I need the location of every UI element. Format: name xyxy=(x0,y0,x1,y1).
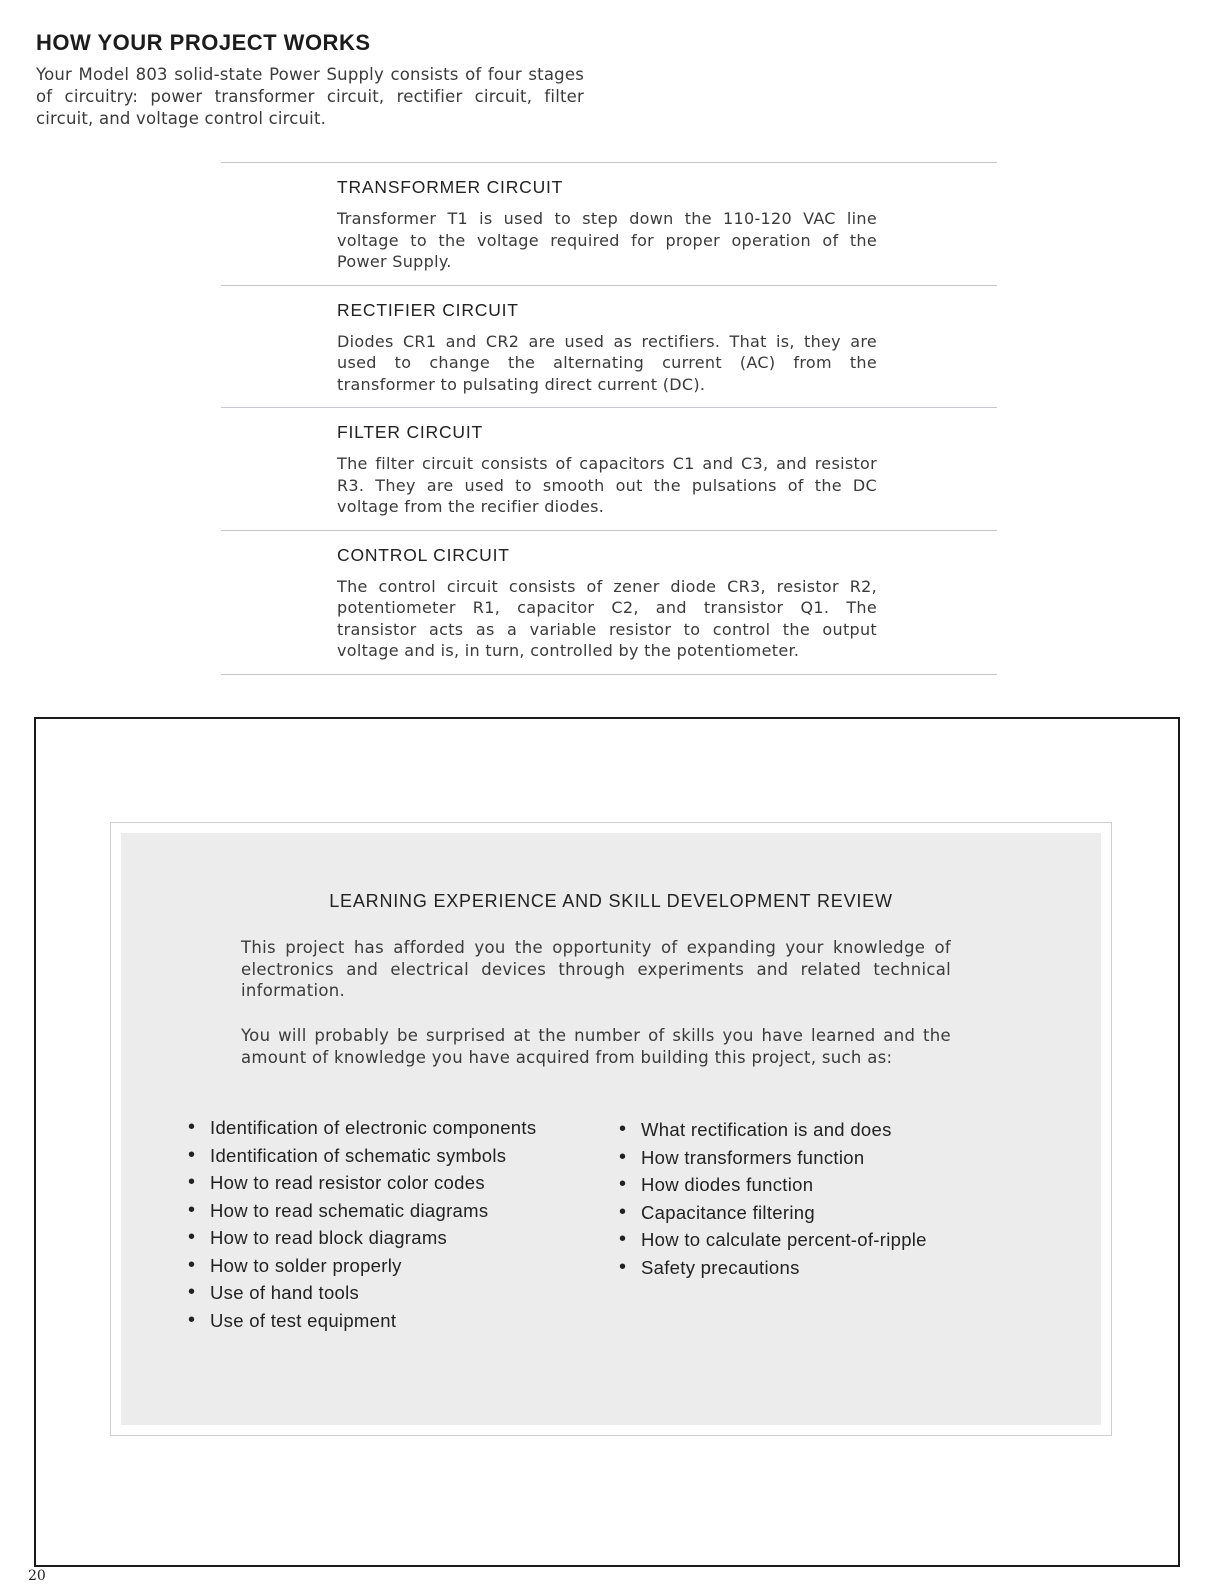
review-title: LEARNING EXPERIENCE AND SKILL DEVELOPMENT REVIEW xyxy=(329,891,893,911)
skills-list-left xyxy=(188,1117,608,1337)
section-heading: CONTROL CIRCUIT xyxy=(337,544,510,565)
skills-list-right xyxy=(619,1119,979,1284)
list-item: • What rectification is and does xyxy=(619,1119,979,1140)
list-item: • Identification of schematic symbols xyxy=(188,1145,608,1166)
section-body: The filter circuit consists of capacitors C1 and C3, and resistor R3. They are used to smooth out the pulsations of the DC voltage from the recifier diodes. xyxy=(337,454,877,516)
section-heading: FILTER CIRCUIT xyxy=(337,422,484,442)
list-item: • Use of hand tools xyxy=(188,1282,608,1303)
section-filter xyxy=(221,408,997,530)
review-paragraph-2: You will probably be surprised at the number of skills you have learned and the amount of knowledge you have acquired from building this project, such as: xyxy=(241,1026,951,1067)
section-body: Transformer T1 is used to step down the 110-120 VAC line voltage to the voltage required for proper operation of the Power Supply. xyxy=(337,209,877,271)
list-item: • How to read resistor color codes xyxy=(188,1172,608,1193)
list-item: • How to read block diagrams xyxy=(188,1227,608,1248)
list-item: • How to calculate percent-of-ripple xyxy=(619,1229,979,1250)
review-panel-background xyxy=(121,833,1101,1425)
circuit-sections xyxy=(221,162,997,675)
list-item: • Capacitance filtering xyxy=(619,1202,979,1223)
intro-paragraph: Your Model 803 solid-state Power Supply consists of four stages of circuitry: power transformer circuit, rectifier circuit, filter circuit, and voltage control circuit. xyxy=(36,65,584,128)
page-number: 20 xyxy=(28,1568,46,1584)
review-paragraph-1: This project has afforded you the opportunity of expanding your knowledge of electronics and electrical devices through experiments and related technical information. xyxy=(241,938,951,1000)
list-item: • Use of test equipment xyxy=(188,1310,608,1331)
section-body: Diodes CR1 and CR2 are used as rectifiers. That is, they are used to change the alternating current (AC) from the transformer to pulsating direct current (DC). xyxy=(337,331,877,394)
list-item: • Identification of electronic components xyxy=(188,1117,608,1138)
divider xyxy=(221,674,997,675)
section-body: The control circuit consists of zener diode CR3, resistor R2, potentiometer R1, capacitor C2, and transistor Q1. The transistor acts as a variable resistor to control the output voltage and is, in turn, controlled by the potentiometer. xyxy=(337,576,877,660)
section-heading: TRANSFORMER CIRCUIT xyxy=(337,177,564,197)
section-rectifier xyxy=(221,286,997,408)
list-item: • Safety precautions xyxy=(619,1257,979,1278)
list-item: • How transformers function xyxy=(619,1147,979,1168)
list-item: • How diodes function xyxy=(619,1174,979,1195)
section-control xyxy=(221,531,997,674)
section-transformer xyxy=(221,163,997,285)
section-heading: RECTIFIER CIRCUIT xyxy=(337,299,519,320)
review-panel xyxy=(110,822,1112,1436)
list-item: • How to solder properly xyxy=(188,1255,608,1276)
page-title: HOW YOUR PROJECT WORKS xyxy=(36,30,371,55)
list-item: • How to read schematic diagrams xyxy=(188,1200,608,1221)
